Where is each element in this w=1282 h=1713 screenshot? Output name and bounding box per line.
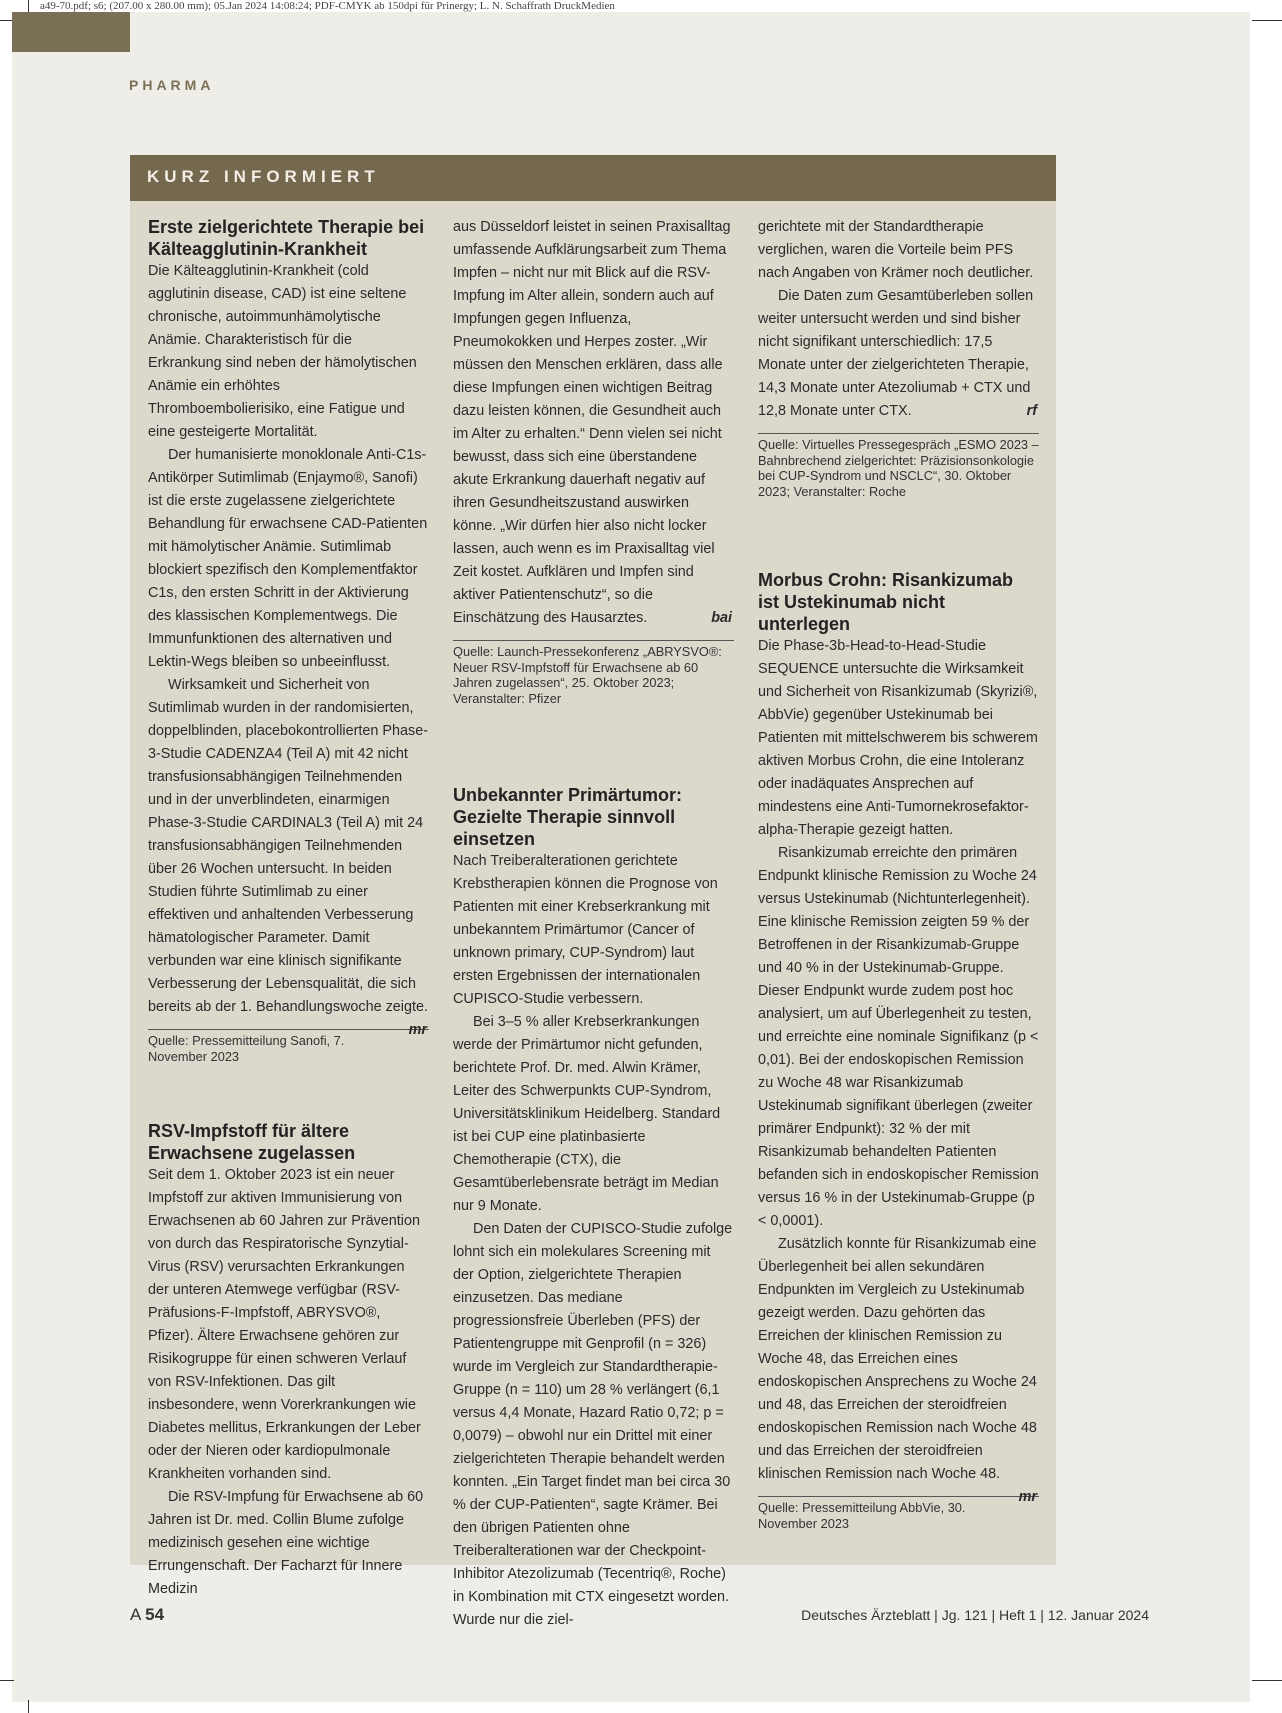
print-header: a49-70.pdf; s6; (207.00 x 280.00 mm); 05.Jan 2024 14:08:24; PDF-CMYK ab 150dpi für Prinergy; L. N. Schaffrath DruckMedien [40,0,615,12]
box-header [130,155,1056,201]
paragraph-text: Zusätzlich konnte für Risankizumab eine Überlegenheit bei allen sekundären Endpunkten im Vergleich zu Ustekinumab gezeigt werden. Dazu gehörten das Erreichen der klinischen Remission zu Woche 48, das Erreichen eines endoskopischen Ansprechens zu Woche 24 und 48, das Erreichen der steroidfreien endoskopischen Remission nach Woche 48 und das Erreichen der steroidfreien klinischen Remission nach Woche 48. [758,1236,1037,1482]
author-signature: mr [1018,1489,1037,1505]
article-title: RSV-Impfstoff für ältere Erwachsene zugelassen [148,1121,356,1163]
crop-mark [0,1680,14,1681]
article-paragraph [758,1233,1039,1505]
article-paragraph: Risankizumab erreichte den primären Endpunkt klinische Remission zu Woche 24 versus Ustekinumab (Nichtunterlegenheit). Eine klinische Remission zeigten 59 % der Betroffenen in der Risankizumab-Gruppe und 40 % in der Ustekinumab-Gruppe. Dieser Endpunkt wurde zudem post hoc analysiert, um auf Überlegenheit zu testen, und erreichte eine nominale Signifikanz (p < 0,01). Bei der endoskopischen Remission zu Woche 48 war Risankizumab Ustekinumab signifikant überlegen (zweiter primärer Endpunkt): 32 % der mit Risankizumab behandelten Patienten befanden sich in endoskopischer Remission versus 16 % in der Ustekinumab-Gruppe (p < 0,0001). [758,845,1039,1229]
column-2 [453,216,734,1632]
column-1 [148,216,429,1601]
article-paragraph: Die Kälteagglutinin-Krankheit (cold agglutinin disease, CAD) ist eine seltene chronische, autoimmunhämolytische Anämie. Charakteristisch für die Erkrankung sind neben der hämolytischen Anämie ein erhöhtes Thromboembolierisiko, eine Fatigue und eine gesteigerte Mortalität. [148,263,417,440]
crop-mark [1252,1680,1282,1681]
article-title: Erste zielgerichtete Therapie bei Kälteagglutinin-Krankheit [148,217,425,259]
article-paragraph: Seit dem 1. Oktober 2023 ist ein neuer Impfstoff zur aktiven Immunisierung von Erwachsenen ab 60 Jahren zur Prävention von durch das Respiratorische Synzytial-Virus (RSV) verursachten Erkrankungen der unteren Atemwege verfügbar (RSV-Präfusions-F-Impfstoff, ABRYSVO®, Pfizer). Ältere Erwachsene gehören zur Risikogruppe für einen schweren Verlauf von RSV-Infektionen. Das gilt insbesondere, wenn Vorerkrankungen wie Diabetes mellitus, Erkrankungen der Leber oder der Nieren oder kardiopulmonale Krankheiten vorhanden sind. [148,1167,421,1482]
article-title: Morbus Crohn: Risankizumab ist Ustekinumab nicht unterlegen [758,570,1014,634]
article-paragraph: Nach Treiberalterationen gerichtete Krebstherapien können die Prognose von Patienten mit einer Krebserkrankung mit unbekanntem Primärtumor (Cancer of unknown primary, CUP-Syndrom) laut ersten Ergebnissen der internationalen CUPISCO-Studie verbessern. [453,853,718,1007]
article-paragraph: Die RSV-Impfung für Erwachsene ab 60 Jahren ist Dr. med. Collin Blume zufolge medizinisch gesehen eine wichtige Errungenschaft. Der Facharzt für Innere Medizin [148,1489,424,1597]
article-paragraph: Die Phase-3b-Head-to-Head-Studie SEQUENCE untersuchte die Wirksamkeit und Sicherheit von Risankizumab (Skyrizi®, AbbVie) gegenüber Ustekinumab bei Patienten mit mittelschwerem bis schwerem aktiven Morbus Crohn, die eine Intoleranz oder inadäquates Ansprechen auf mindestens eine Anti-Tumornekrosefaktor-alpha-Therapie gezeigt hatten. [758,638,1038,838]
author-signature: bai [711,610,732,626]
paragraph-text: Wirksamkeit und Sicherheit von Sutimlimab wurden in der randomisierten, doppelblinden, placebokontrollierten Phase-3-Studie CADENZA4 (Teil A) mit 42 nicht transfusionsabhängigen Teilnehmenden und in der unverblindeten, einarmigen Phase-3-Studie CARDINAL3 (Teil A) mit 24 transfusionsabhängigen Teilnehmenden über 26 Wochen untersucht. In beiden Studien führte Sutimlimab zu einer effektiven und anhaltenden Verbesserung hämatologischer Parameter. Damit verbunden war eine klinisch signifikante Verbesserung der Lebensqualität, die sich bereits ab der 1. Behandlungswoche zeigte. [148,677,429,1015]
crop-mark [1252,20,1282,21]
article-source: Quelle: Virtuelles Pressegespräch „ESMO 2023 – Bahnbrechend zielgerichtet: Präzisionsonkologie bei CUP-Syndrom und NSCLC“, 30. Oktober 2023; Veranstalter: Roche [758,433,1039,499]
author-signature: mr [408,1022,427,1038]
section-label: PHARMA [129,77,215,93]
page-number-value: 54 [145,1605,165,1624]
author-signature: rf [1026,403,1037,419]
page-number [130,1605,164,1625]
article-source: Quelle: Pressemitteilung AbbVie, 30. November 2023 [758,1496,1039,1531]
article-paragraph: gerichtete mit der Standardtherapie verglichen, waren die Vorteile beim PFS nach Angaben von Krämer noch deutlicher. [758,219,1034,281]
paragraph-text: aus Düsseldorf leistet in seinen Praxisalltag umfassende Aufklärungsarbeit zum Thema Impfen – nicht nur mit Blick auf die RSV-Impfung im Alter allein, sondern auch auf Impfungen gegen Influenza, Pneumokokken und Herpes zoster. „Wir müssen den Menschen erklären, dass alle diese Impfungen einen wichtigen Beitrag dazu leisten können, die Gesundheit auch im Alter zu erhalten.“ Denn vielen sei nicht bewusst, dass sich eine überstandene akute Erkrankung dauerhaft negativ auf ihren Gesundheitszustand auswirken könne. „Wir dürfen hier also nicht locker lassen, auch wenn es im Praxisalltag viel Zeit kostet. Aufklären und Impfen sind aktiver Patientenschutz“, so die Einschätzung des Hausarztes. [453,219,731,626]
article-paragraph [453,216,734,630]
article-paragraph [148,674,429,1038]
box-title: KURZ INFORMIERT [147,167,380,186]
article-paragraph: Bei 3–5 % aller Krebserkrankungen werde der Primärtumor nicht gefunden, berichtete Prof. Dr. med. Alwin Krämer, Leiter des Schwerpunkts CUP-Syndrom, Universitätsklinikum Heidelberg. Standard ist bei CUP eine platinbasierte Chemotherapie (CTX), die Gesamtüberlebensrate beträgt im Median nur 9 Monate. [453,1014,721,1214]
crop-mark [28,1700,29,1713]
article-source: Quelle: Pressemitteilung Sanofi, 7. November 2023 [148,1029,429,1064]
top-color-tab [12,12,130,52]
column-3 [758,216,1039,1531]
crop-mark [28,0,29,12]
article-source: Quelle: Launch-Pressekonferenz „ABRYSVO®: Neuer RSV-Impfstoff für Erwachsene ab 60 Jahren zugelassen“, 25. Oktober 2023; Veranstalter: Pfizer [453,640,734,706]
article-paragraph [758,285,1039,423]
journal-info: Deutsches Ärzteblatt | Jg. 121 | Heft 1 | 12. Januar 2024 [801,1607,1149,1623]
page-prefix: A [130,1605,141,1624]
paragraph-text: Die Daten zum Gesamtüberleben sollen weiter untersucht werden und sind bisher nicht signifikant unterschiedlich: 17,5 Monate unter der zielgerichteten Therapie, 14,3 Monate unter Atezoliumab + CTX und 12,8 Monate unter CTX. [758,288,1034,419]
article-title: Unbekannter Primärtumor: Gezielte Therapie sinnvoll einsetzen [453,785,683,849]
article-paragraph: Den Daten der CUPISCO-Studie zufolge lohnt sich ein molekulares Screening mit der Option, zielgerichtete Therapien einzusetzen. Das mediane progressionsfreie Überleben (PFS) der Patientengruppe mit Genprofil (n = 326) wurde im Vergleich zur Standardtherapie-Gruppe (n = 110) um 28 % verlängert (6,1 versus 4,4 Monate, Hazard Ratio 0,72; p = 0,0079) – obwohl nur ein Drittel mit einer zielgerichteten Therapie behandelt werden konnten. „Ein Target findet man bei circa 30 % der CUP-Patienten“, sagte Krämer. Bei den übrigen Patienten ohne Treiberalterationen war der Checkpoint-Inhibitor Atezolizumab (Tecentriq®, Roche) in Kombination mit CTX eingesetzt worden. Wurde nur die ziel- [453,1221,733,1628]
article-paragraph: Der humanisierte monoklonale Anti-C1s-Antikörper Sutimlimab (Enjaymo®, Sanofi) ist die erste zugelassene zielgerichtete Behandlung für erwachsene CAD-Patienten mit hämolytischer Anämie. Sutimlimab blockiert spezifisch den Komplementfaktor C1s, den ersten Schritt in der Aktivierung des klassischen Komplementwegs. Die Immunfunktionen des alternativen und Lektin-Wegs bleiben so unbeeinflusst. [148,447,428,670]
